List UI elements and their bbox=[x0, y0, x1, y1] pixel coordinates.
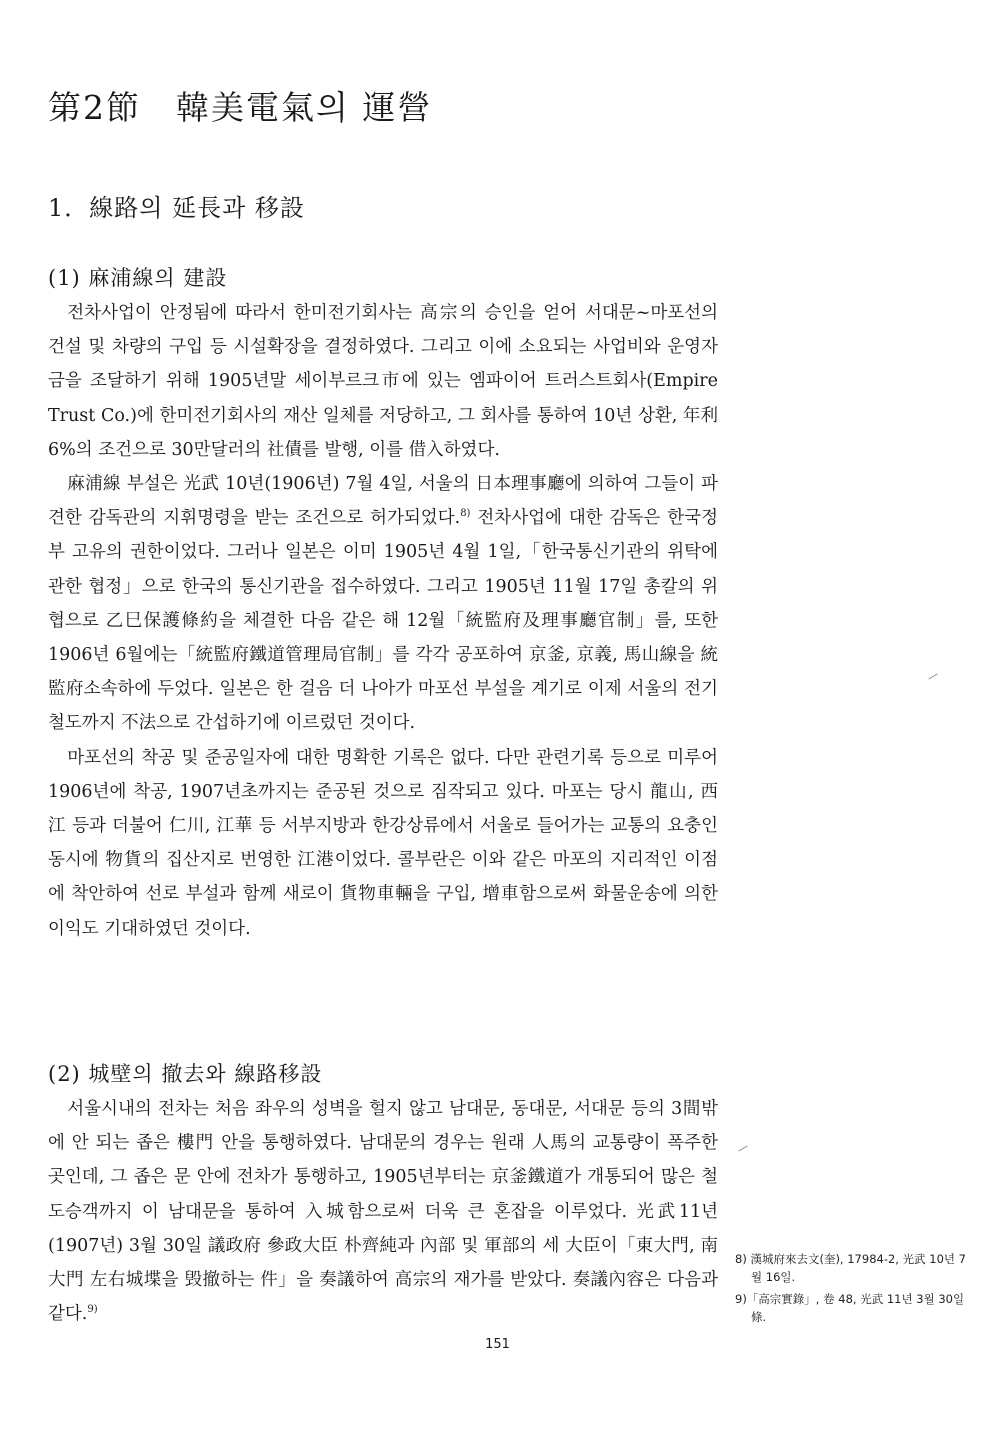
chapter-title: 第2節 韓美電氣의 運營 bbox=[48, 88, 433, 127]
paragraph bbox=[48, 1092, 718, 1331]
page-number: 151 bbox=[485, 1337, 510, 1352]
subsection-body-2 bbox=[48, 1092, 718, 1331]
paragraph-text: 서울시내의 전차는 처음 좌우의 성벽을 헐지 않고 남대문, 동대문, 서대문 등의 3間밖에 안 되는 좁은 樓門 안을 통행하였다. 남대문의 경우는 원래 人馬의 교통량이 폭주한 곳인데, 그 좁은 문 안에 전차가 통행하고, 1905년부터는 京釜鐵道가 개통되어 많은 철도승객까지 이 남대문을 통하여 入城함으로써 더욱 큰 혼잡을 이루었다. 光武11년(1907년) 3월 30일 議政府 參政大臣 朴齊純과 內部 및 軍部의 세 大臣이「東大門, 南大門 左右城堞을 毁撤하는 件」을 奏議하여 高宗의 재가를 받았다. 奏議內容은 다음과 같다. bbox=[48, 1099, 718, 1325]
subsection-body-1 bbox=[48, 296, 718, 946]
paragraph-text: 麻浦線 부설은 光武 10년(1906년) 7월 4일, 서울의 日本理事廳에 의하여 그들이 파견한 감독관의 지휘명령을 받는 조건으로 허가되었다. bbox=[48, 474, 718, 529]
paragraph: 전차사업이 안정됨에 따라서 한미전기회사는 高宗의 승인을 얻어 서대문~마포선의 건설 및 차량의 구입 등 시설확장을 결정하였다. 그리고 이에 소요되는 사업비와 운영자금을 조달하기 위해 1905년말 세이부르크市에 있는 엠파이어 트러스트회사(Empire Trust Co.)에 한미전기회사의 재산 일체를 저당하고, 그 회사를 통하여 10년 상환, 年利 6%의 조건으로 30만달러의 社債를 발행, 이를 借入하였다. bbox=[48, 303, 718, 460]
subsection-title-1: (1) 麻浦線의 建設 bbox=[48, 266, 228, 290]
scan-mark bbox=[738, 1146, 747, 1152]
footnotes bbox=[735, 1250, 975, 1330]
scan-mark bbox=[928, 674, 937, 680]
subsection-title-2: (2) 城壁의 撤去와 線路移設 bbox=[48, 1062, 323, 1086]
paragraph-text: 전차사업에 대한 감독은 한국정부 고유의 권한이었다. 그러나 일본은 이미 1905년 4월 1일,「한국통신기관의 위탁에 관한 협정」으로 한국의 통신기관을 접수하였다. 그리고 1905년 11월 17일 총칼의 위협으로 乙巳保護條約을 체결한 다음 같은 해 12월「統監府及理事廳官制」를, 또한 1906년 6월에는「統監府鐵道管理局官制」를 각각 공포하여 京釜, 京義, 馬山線을 統監府소속하에 두었다. 일본은 한 걸음 더 나아가 마포선 부설을 계기로 이제 서울의 전기철도까지 不法으로 간섭하기에 이르렀던 것이다. bbox=[48, 508, 718, 734]
footnote: 8) 漢城府來去文(奎), 17984-2, 光武 10년 7월 16일. bbox=[735, 1252, 966, 1284]
section-title: 1．線路의 延長과 移設 bbox=[48, 194, 305, 222]
paragraph bbox=[48, 467, 718, 741]
paragraph: 마포선의 착공 및 준공일자에 대한 명확한 기록은 없다. 다만 관련기록 등으로 미루어 1906년에 착공, 1907년초까지는 준공된 것으로 짐작되고 있다. 마포는 당시 龍山, 西江 등과 더불어 仁川, 江華 등 서부지방과 한강상류에서 서울로 들어가는 교통의 요충인 동시에 物貨의 집산지로 번영한 江港이었다. 콜부란은 이와 같은 마포의 지리적인 이점에 착안하여 선로 부설과 함께 새로이 貨物車輛을 구입, 增車함으로써 화물운송에 의한 이익도 기대하였던 것이다. bbox=[48, 747, 718, 939]
footnote-ref: 8) bbox=[460, 508, 471, 520]
footnote-ref: 9) bbox=[87, 1304, 98, 1316]
footnote: 9)「高宗實錄」, 卷 48, 光武 11년 3월 30일條. bbox=[735, 1292, 965, 1324]
